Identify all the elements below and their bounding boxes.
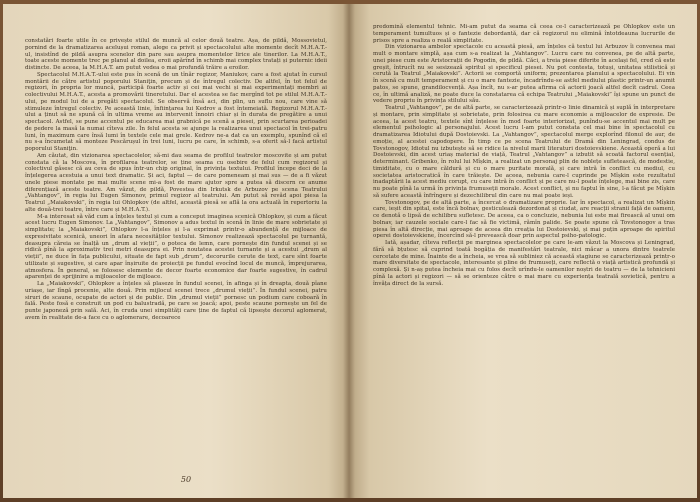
paragraph: Din vizionarea ambelor spectacole cu această piesă, am înțeles că textul lui Arbuzov îi convenea mai mult o montare simplă, așa cum s-a realizat la „Vahtangov”. Lucru care nu convenea, pe de altă parte, unei piese cum este Aristocrații de Pogodin, de pildă. Căci, a treia piese diferite în același fel, cred că este greșit, întrucît nu se sesizează spiritul și specificul piesei. Nu pot contesta, totuși, unitatea stilistică și cerută la Teatrul „Maiakovski”. Actorii se comportă uniform; prezentarea planului a spectacolului. Ei vin în scenă cu mult temperament și cu o mare fantezie, încadrîndu-se astfel mediului plastic printr-un anumit patos, se spune, grandilocvență. Așa încît, nu s-ar putea afirma că actorii joacă altfel decît cadrul. Ceea ce, în ultimă analiză, ne poate duce la constatarea că echipa Teatrului „Maiakovski” își spune un punct de vedere propriu în privința stilului său.: [373, 44, 675, 105]
paragraph: Teatrul „Vahtangov”, pe de altă parte, se caracterizează printr-o linie dinamică și suplă în interpretare și montare, prin simplitate și sobrietate, prin folosirea cu mare economie a mijloacelor de expresie. De aceea, la acest teatru, textele sînt înțelese în mod foarte interiorizat, punîndu-se accentul mai mult pe elementul psihologic al personajului. Acest lucru l-am putut constata cel mai bine în spectacolul cu dramatizarea Idiotului după Dostoievski. La „Vahtangov”, spectacolul merge explorînd filonul de aur, de emoție, al acestei capodopere. În timp ce pe scena Teatrului de Dramă din Leningrad, condus de Tovstonogov, Idiotul nu izbutește să se ridice la nivelul marii literaturi dostoievskiene. Această operă a lui Dostoievski, din acest uriaș material de viață, Teatrul „Vahtangov” a izbutit să scoată factorul esențial, determinant. Gribenko, în rolul lui Mîșkin, a realizat un personaj plin de noblețe sufletească, de modestie, timiditate, cu o mare căldură și cu o mare puritate morală, și care intră în conflict cu mediul, cu societatea aristocratică în care trăiește. De aceea, nebunia care-l cuprinde pe Mîșkin este rezultatul inadaptării la acest mediu corupt, cu care intră în conflict și pe care nu-l poate înțelege, mai bine zis, care nu poate pînă la urmă în privința frumuseții morale. Acest conflict, și nu faptul în sine, l-a făcut pe Mîșkin să sufere această înfrîngere și dezechilibrul din care nu mai poate ieși.: [373, 105, 675, 199]
right-page-text: [373, 24, 675, 287]
paragraph: M-a interesat să văd cum a înțeles textul și cum a conceput imaginea scenică Ohlopkov, și cum a făcut acest lucru Eugen Simonov. La „Vahtangov”, Simonov a adus textul în scenă în linie de mare sobrietate și simplitate; la „Maiakovski”, Ohlopkov l-a înțeles și l-a exprimat printr-o abundență de mijloace de expresivitate scenică, uneori în afara necesităților textului. Simonov realizează spectacolul pe turnantă, deasupra căreia se înalță un „drum al vieții”, o poteca de lemn, care pornește din fundul scenei și se ridică pînă la aproximativ trei metri deasupra ei. Prin noutatea acestei turnante și a acestui „drum al vieții”, ne duce în fața publicului, situate de fapt sub „drum”, decorurile cerute de text, care sînt foarte utilizate și sugestive, și care apar înșiruite de proiecții pe fundul evocînd locul de muncă, împrejurarea, atmosfera. În general, se folosesc elemente de decor foarte economice dar foarte sugestive, în cadrul aparenței de sprijinire a mijloacelor de mijloace.: [25, 213, 327, 281]
book-gutter: [343, 4, 355, 498]
right-page: [349, 4, 697, 498]
paragraph: constatări foarte utile în ce privește stilul de muncă al celor două teatre. Așa, de pildă, Mossovietul, pornind de la dramatizarea acelușui roman, alege ca privit și spectacolului alte momente decît M.H.A.T.-ul, insistînd de pildă asupra scenelor din pare sau asupra momentelor lirice ale tinerilor. La M.H.A.T., toate aceste momente trec pe planul al doilea, eroii apărînd în schimb mai complex tratați și puternic ideii distincte. De aceea, la M.H.A.T. am putut vedea o mai profundă trăire a eroilor.: [25, 38, 327, 71]
page-number: 50: [180, 475, 192, 484]
left-page: [3, 4, 349, 498]
paragraph: Iată, așadar, cîteva reflecții pe marginea spectacolelor pe care le-am văzut la Moscova și Leningrad, fără să bțutesc să cuprind toată bogăția de manifestări teatrale, nici măcar a unora dintre teatrele cercetate de mine. Înainte de a încheia, se vrea să subliniez că această stagiune se caracterizează printr-o mare diversitate de spectacole, interesante și pline de frumuseți, care reflectă o viață artistică profundă și complexă. Și n-aș putea încheia mai cu folos decît urîndu-le oamenilor noștri de teatru — de la tehnicieni pînă la actori și regizori — să se orienteze către o mai mare cu experiența teatrală sovietică, pentru a învăța direct de la sursă.: [373, 240, 675, 287]
paragraph: Tovstonogov, pe de altă parte, a încercat o dramatizare proprie. Iar în spectacol, a realizat un Mîșkin care, ieșit din spital, este încă bolnav, gesticulează dezordonat și ciudat, are reacții stranii față de oameni, ce denotă o lipsă de echilibru sufletesc. De aceea, ca o concluzie, nebunia lui este mai firească al unui om bolnav, iar cauzele sociale care-l fac să fie victimă, rămîn palide. Se poate spune că Tovstonogov a tras piesa în altă direcție, mai aproape de aceea din creația lui Dostoievski, și mai puțin aproape de spiritul operei dostoievskiene, încercînd să-l prevească doar prin aspectul psiho-patologic.: [373, 199, 675, 240]
paragraph: Am căutat, din vizionarea spectacolelor, să-mi dau seama de profilul teatrelor moscovite și am putut constata că la Moscova, în profilarea teatrelor, se ține seama cu osebire de felul cum regizorul și colectivul găsesc că au ceva de spus într-un chip original, în privința textului. Profilul începe deci de la înțelegerea acestuia a unui text dramatic. Și aci, faptul — de care pomeneam și mai sus — de a fi văzut unele piese montate pe mai multe scene mi-a fost de mare ajutor spre a putea să discern ce anume diferențiază aceste teatre. Am văzut, de pildă, Povestea din Irkutsk de Arbuzov pe scena Teatrului „Vahtangov”, în regia lui Eugen Simonov, primul regizor al teatrului. Am putut să revăd apoi piesa la Teatrul „Maiakovski”, în regia lui Ohlopkov (de altfel, această piesă se află la ora actuală în repertoriu la alte două-trei teatre, între care și M.H.A.T.).: [25, 152, 327, 213]
paragraph: La „Maiakovski”, Ohlopkov a înțeles să plaseze în fundul scenei, în afinga și în dreapta, două pîane uriașe, iar lîngă procenie, alte două. Prin mijlocul scenei trece „drumul vieții”. În fundul scenei, patru siruri de scaune, ocupate de actori și de public. Din „drumul vieții” pornesc un podium care coboară în fală. Peste fosă e construit un pod cu balustradă, pe care se joacă; apoi, peste scaune pornește un fel de punte japoneză prin sală. Aci, în cruda unei simplități care ține de faptul că lipsește decorul aglomerat, avem în realitate de-a face cu o aglomerare, decoarece: [25, 281, 327, 321]
paragraph: predomină elementul tehnic. Mi-am putut da seama că ceea ce-l caracterizează pe Ohlopkov este un temperament tumultuos și o fantezie debordantă, dar că regizorul nu elimină întotdeauna lucrurile de prisos spre a realiza o reală simplitate.: [373, 24, 675, 44]
left-page-text: [25, 38, 327, 322]
paragraph: Spectacolul M.H.A.T.-ului este pus în scenă de un tînăr regizor, Maniukov, care a fost ajutat în cursul montării de către artistul poporului Staniţin, precum și de întregul colectiv. De altfel, în tot felul de regizori, în propria lor muncă, participă foarte activ și cei mai vechi și mai experimentați membri ai colectivului M.H.A.T., acesta a promovării tineretului. Dar el acestea se fac mergînd tot pe stilul M.H.A.T.-ului, pe modul lui de a pregăti spectacolul. Se observă însă aci, din plin, un suflu nou, care vine să stimuleze întregul colectiv. Pe această linie, înființarea lui Kedrov a fost întemeiată. Regizorul M.H.A.T.-ului a ținut să ne spună că în ultima vreme au intervenit înnoiri chiar și în durata de pregătire a unui spectacol. Astfel, se pune accentul pe educarea mai grabnică pe scenă a piesei, prin scurtarea perioadei de pedere la masă la numai cîteva zile. În felul acesta se ajunge la realizarea unui spectacol în trei-patru luni, în maximum care însă lumi în textele cele mai grele. Kedrov ne-a dat ca un exemplu, spunînd că el nu s-a încumetat să monteze Pescărușul în trei luni, lucru pe care, în schimb, s-a oferit să-l facă artistul poporului Staniţin.: [25, 71, 327, 152]
